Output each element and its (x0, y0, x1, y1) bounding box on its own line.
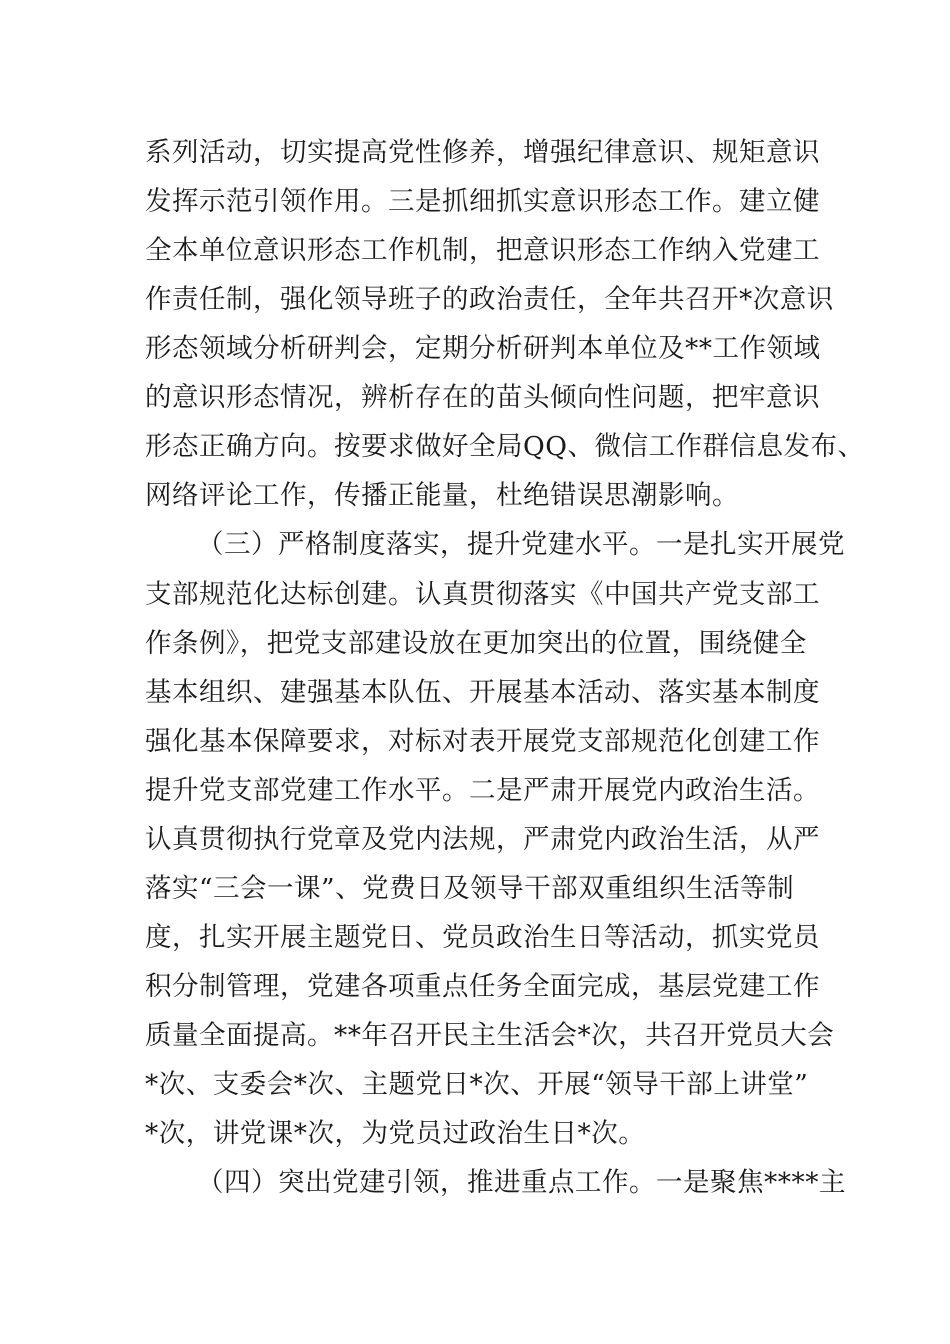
text-line: 形态领域分析研判会，定期分析研判本单位及**工作领域 (145, 333, 821, 364)
text-line: 认真贯彻执行党章及党内法规，严肃党内政治生活，从严 (145, 824, 820, 855)
text-line: *次、支委会*次、主题党日*次、开展“领导干部上讲堂” (145, 1069, 809, 1100)
text-line: 支部规范化达标创建。认真贯彻落实《中国共产党支部工 (145, 579, 820, 610)
text-line: 作责任制，强化领导班子的政治责任，全年共召开*次意识 (145, 284, 834, 315)
text-line: 落实“三会一课”、党费日及领导干部双重组织生活等制 (145, 873, 795, 904)
section-heading-line: （三）严格制度落实，提升党建水平。一是扎实开展党 (197, 529, 845, 560)
text-line: 系列活动，切实提高党性修养，增强纪律意识、规矩意识 (145, 137, 820, 168)
text-line: *次，讲党课*次，为党员过政治生日*次。 (145, 1118, 646, 1149)
section-heading-line: （四）突出党建引领，推进重点工作。一是聚焦****主 (197, 1167, 846, 1198)
text-line: 质量全面提高。**年召开民主生活会*次，共召开党员大会 (145, 1020, 835, 1051)
text-line: 提升党支部党建工作水平。二是严肃开展党内政治生活。 (145, 775, 820, 806)
text-line: 基本组织、建强基本队伍、开展基本活动、落实基本制度 (145, 677, 820, 708)
text-line: 积分制管理，党建各项重点任务全面完成，基层党建工作 (145, 971, 820, 1002)
text-line: 的意识形态情况，辨析存在的苗头倾向性问题，把牢意识 (145, 382, 820, 413)
text-line: 强化基本保障要求，对标对表开展党支部规范化创建工作 (145, 726, 820, 757)
text-line: 作条例》，把党支部建设放在更加突出的位置，围绕健全 (145, 628, 807, 659)
text-line: 全本单位意识形态工作机制，把意识形态工作纳入党建工 (145, 235, 820, 266)
text-line: 网络评论工作，传播正能量，杜绝错误思潮影响。 (145, 480, 739, 511)
text-line: 度，扎实开展主题党日、党员政治生日等活动，抓实党员 (145, 922, 820, 953)
text-line: 形态正确方向。按要求做好全局QQ、微信工作群信息发布、 (145, 431, 865, 462)
text-line: 发挥示范引领作用。三是抓细抓实意识形态工作。建立健 (145, 186, 820, 217)
